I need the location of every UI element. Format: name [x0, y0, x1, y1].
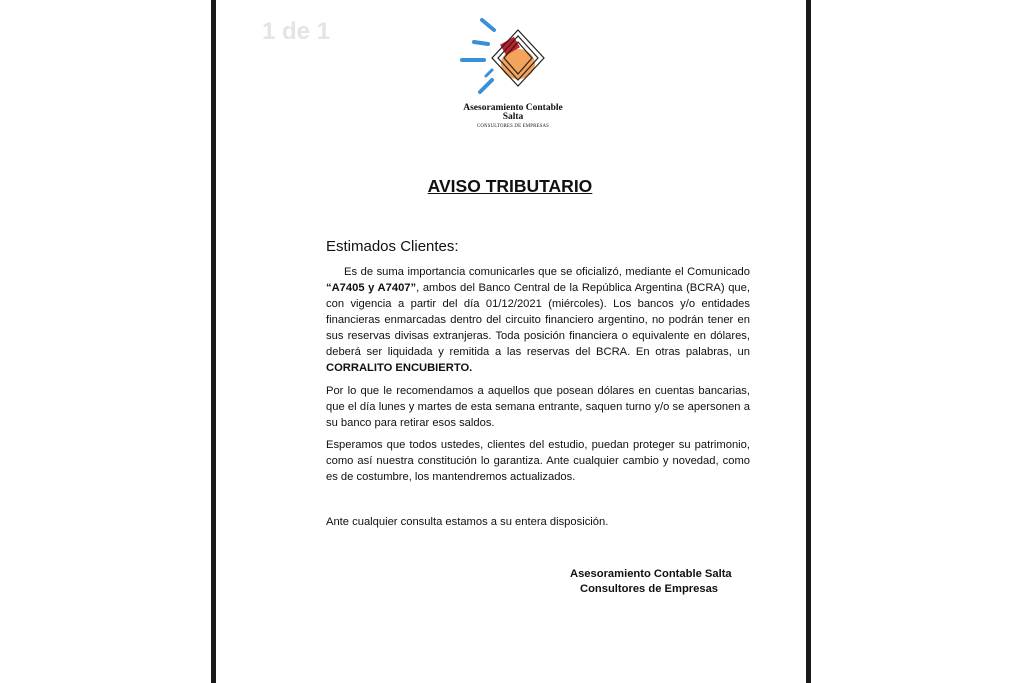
logo-company-name: Asesoramiento Contable Salta	[463, 103, 563, 122]
logo-emblem-icon	[458, 14, 568, 104]
closing-line: Ante cualquier consulta estamos a su entera disposición.	[326, 516, 609, 528]
corralito-emphasis: CORRALITO ENCUBIERTO.	[326, 362, 473, 374]
company-logo	[458, 14, 568, 132]
signature-company: Asesoramiento Contable Salta	[570, 568, 732, 580]
communique-reference: “A7405 y A7407”	[326, 282, 417, 294]
page-counter: 1 de 1	[262, 18, 331, 45]
greeting: Estimados Clientes:	[326, 238, 459, 255]
logo-tagline: CONSULTORES DE EMPRESAS	[476, 124, 550, 129]
paragraph-1: Es de suma importancia comunicarles que se oficializó, mediante el Comunicado “A7405 y A7407”, ambos del Banco Central de la República Argentina (BCRA) que, con vigencia a partir del día 01/12/2021 (miércoles). Los bancos y/o entidades financieras enmarcadas dentro del circuito financiero argentino, no podrán tener en sus reservas divisas extranjeras. Toda posición financiera o equivalente en dólares, deberá ser liquidada y remitida a las reservas del BCRA. En otras palabras, un CORRALITO ENCUBIERTO.	[326, 266, 750, 374]
paragraph-3: Esperamos que todos ustedes, clientes del estudio, puedan proteger su patrimonio, como así nuestra constitución lo garantiza. Ante cualquier cambio y novedad, como es de costumbre, los mantendremos actualizados.	[326, 439, 750, 483]
document-title: AVISO TRIBUTARIO	[427, 176, 593, 196]
paragraph-2: Por lo que le recomendamos a aquellos que posean dólares en cuentas bancarias, que el día lunes y martes de esta semana entrante, saquen turno y/o se apersonen a su banco para retirar esos saldos.	[326, 385, 750, 429]
page-edge-left	[211, 0, 216, 683]
page-edge-right	[806, 0, 811, 683]
signature-subtitle: Consultores de Empresas	[580, 583, 719, 595]
